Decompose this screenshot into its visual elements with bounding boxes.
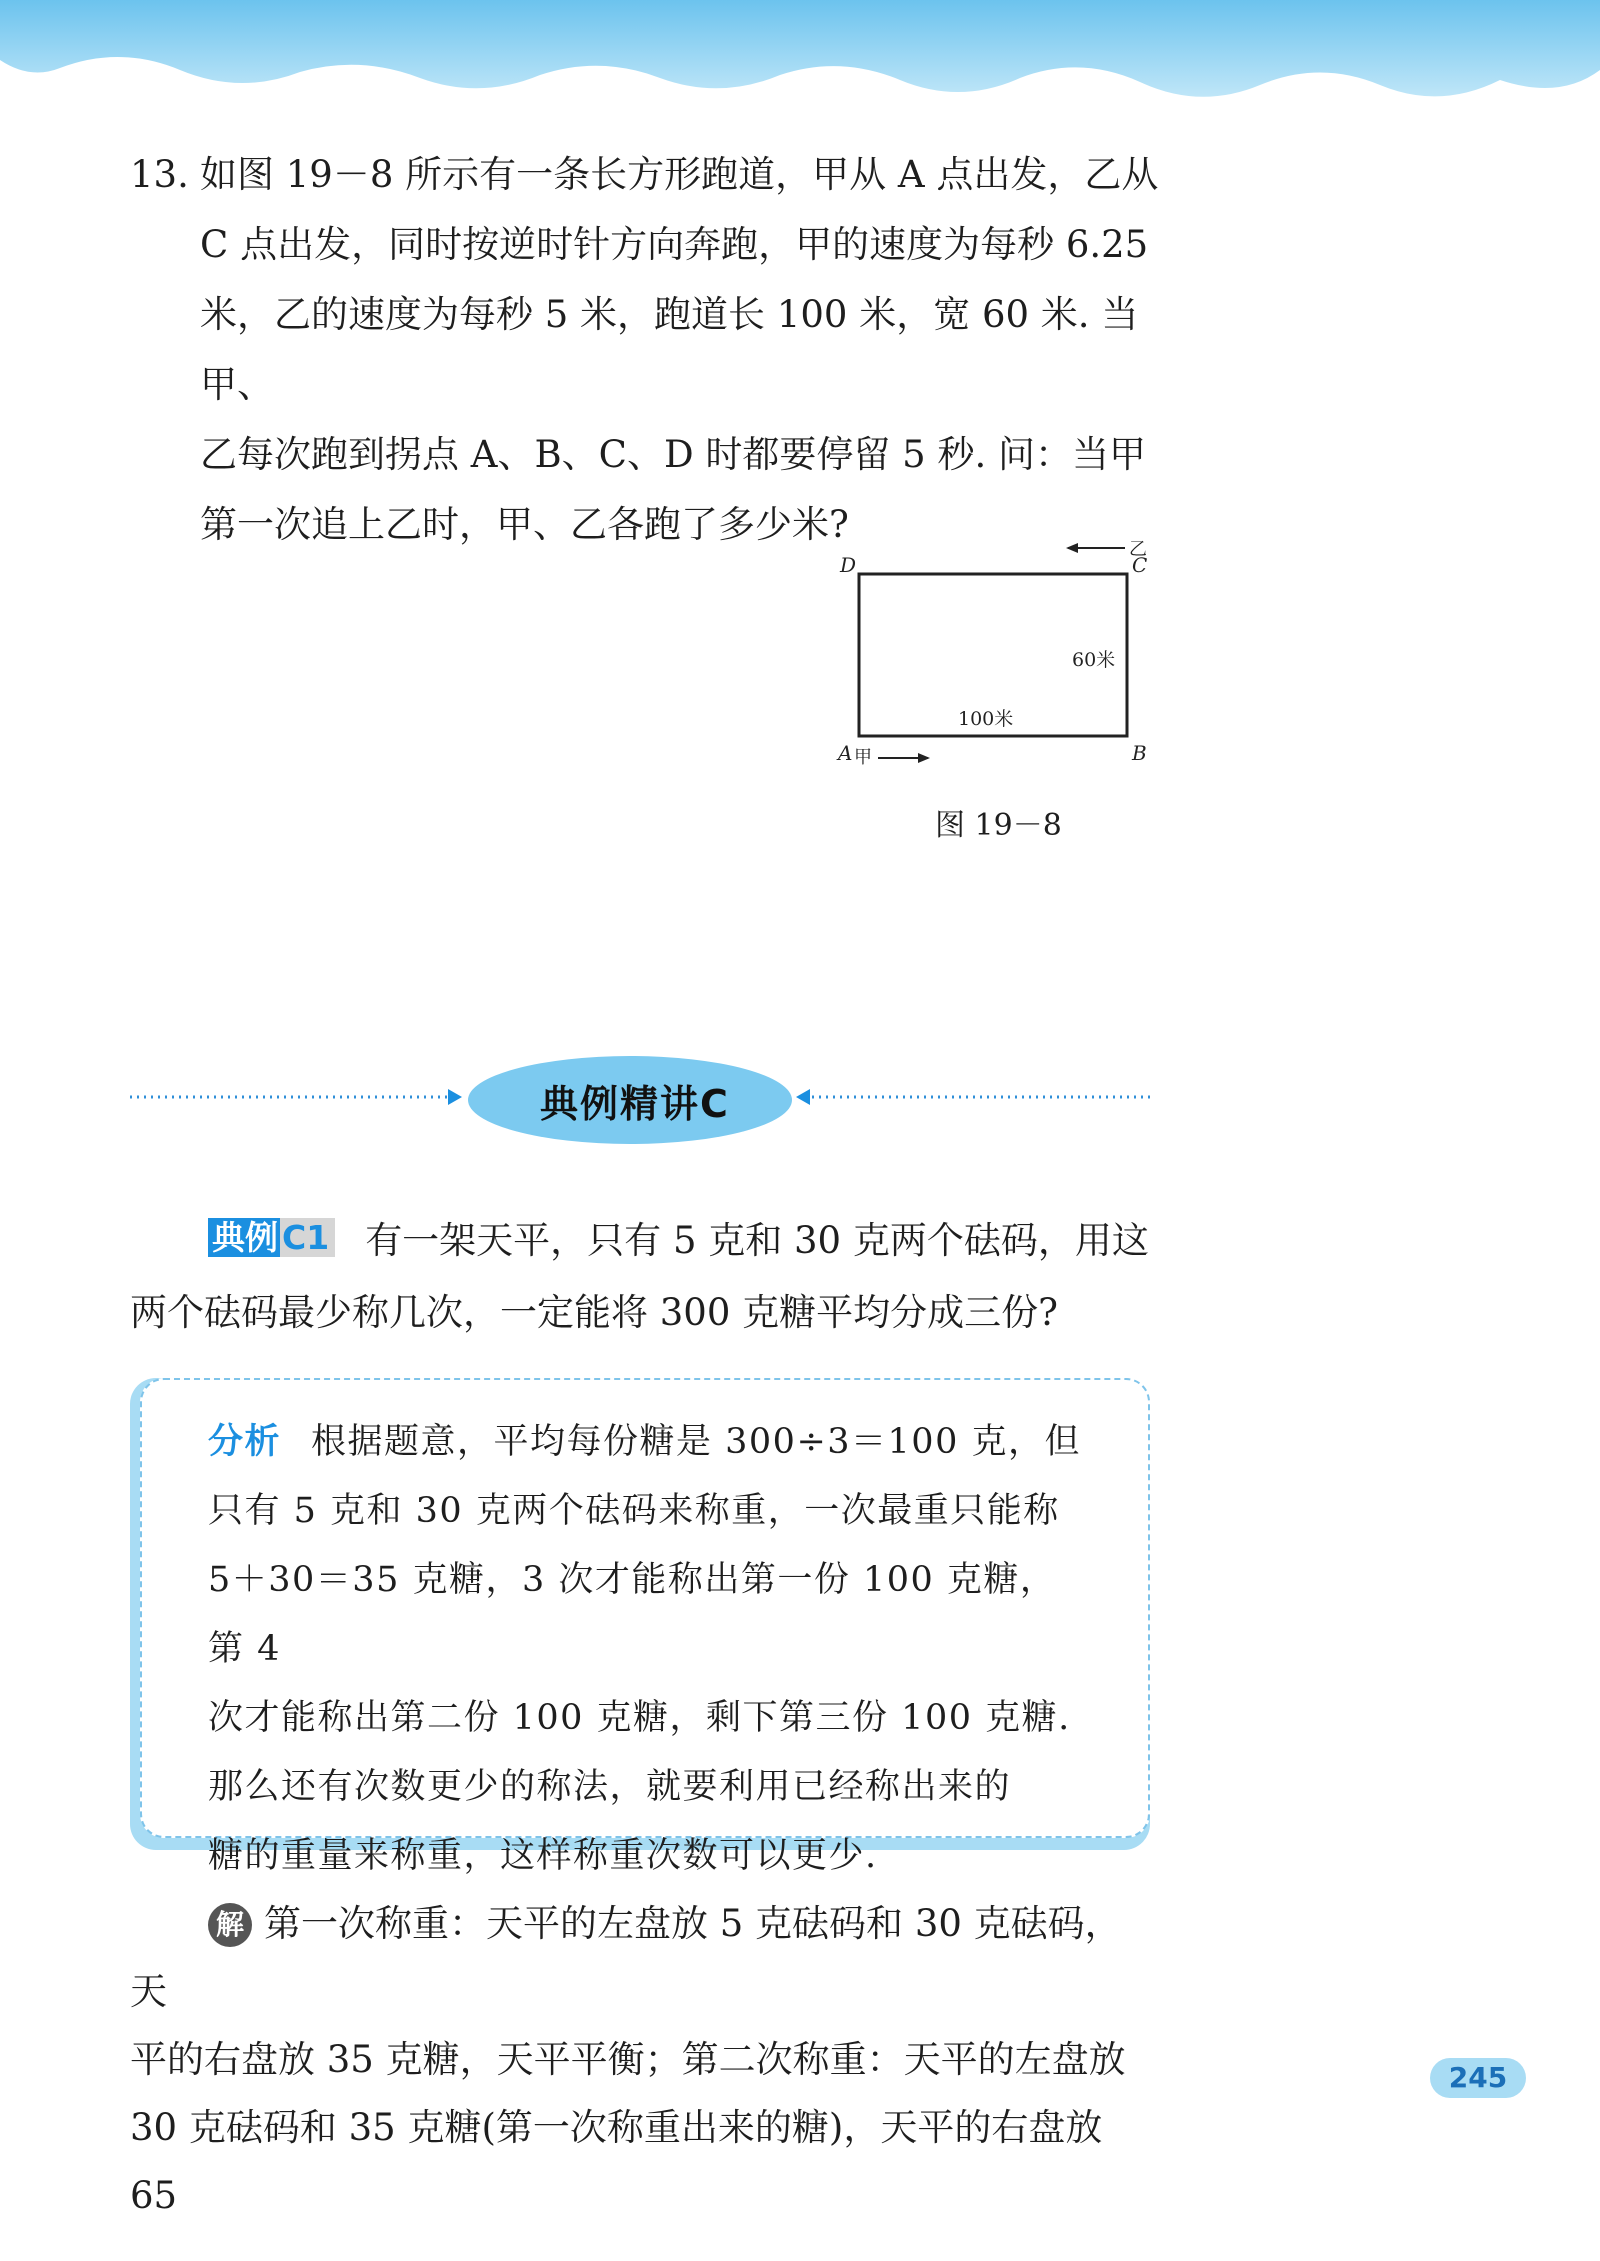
solution-badge: 解: [208, 1903, 252, 1947]
example-text: 两个砝码最少称几次，一定能将 300 克糖平均分成三份?: [130, 1291, 1058, 1334]
figure-caption: 图 19－8: [935, 808, 1062, 843]
solution-line: 第一次称重：天平的左盘放 5 克砝码和 30 克砝码，天: [130, 1902, 1122, 2013]
analysis-line: 只有 5 克和 30 克两个砝码来称重，一次最重只能称: [208, 1491, 1060, 1531]
length-label: 100米: [958, 708, 1014, 730]
example-tag: [208, 1216, 335, 1260]
vertex-label-a: A: [838, 741, 853, 765]
example-tag-label: 典例: [208, 1218, 280, 1257]
jia-arrowhead: [918, 753, 930, 763]
problem-13: [130, 140, 1170, 560]
example-tag-code: C1: [280, 1218, 335, 1257]
problem-number: 13.: [130, 153, 189, 196]
solution: [130, 1890, 1150, 2230]
page-number: 245: [1430, 2058, 1526, 2098]
problem-line: 第一次追上乙时，甲、乙各跑了多少米?: [200, 503, 849, 546]
width-label: 60米: [1072, 649, 1116, 671]
analysis-content: [208, 1408, 1088, 1891]
arrow-left-icon: [796, 1089, 810, 1105]
analysis-line: 根据题意，平均每份糖是 300÷3＝100 克，但: [311, 1422, 1081, 1462]
vertex-label-d: D: [840, 553, 857, 577]
example-text: 有一架天平，只有 5 克和 30 克两个砝码，用这: [365, 1219, 1149, 1262]
vertex-label-b: B: [1132, 741, 1147, 765]
analysis-box: [130, 1378, 1150, 1876]
runner-label-jia: 甲: [854, 747, 872, 768]
analysis-line: 5＋30＝35 克糖，3 次才能称出第一份 100 克糖，第 4: [208, 1560, 1057, 1669]
problem-line: 米，乙的速度为每秒 5 米，跑道长 100 米，宽 60 米. 当甲、: [200, 293, 1139, 406]
solution-line: 30 克砝码和 35 克糖(第一次称重出来的糖)，天平的右盘放 65: [130, 2106, 1103, 2217]
vertex-label-c: C: [1132, 553, 1148, 577]
problem-line: 如图 19－8 所示有一条长方形跑道，甲从 A 点出发，乙从: [200, 153, 1159, 196]
header-cloud-banner: [0, 0, 1600, 120]
example-c1: [130, 1205, 1150, 1349]
yi-arrowhead: [1066, 543, 1078, 553]
solution-line: 平的右盘放 35 克糖，天平平衡；第二次称重：天平的左盘放: [130, 2038, 1126, 2081]
problem-line: C 点出发，同时按逆时针方向奔跑，甲的速度为每秒 6.25: [200, 223, 1149, 266]
section-title: 典例精讲C: [540, 1082, 730, 1126]
analysis-line: 糖的重量来称重，这样称重次数可以更少.: [208, 1836, 878, 1876]
arrow-right-icon: [448, 1089, 462, 1105]
analysis-label: 分析: [208, 1422, 282, 1462]
problem-line: 乙每次跑到拐点 A、B、C、D 时都要停留 5 秒. 问：当甲: [200, 433, 1146, 476]
analysis-line: 那么还有次数更少的称法，就要利用已经称出来的: [208, 1767, 1012, 1807]
analysis-line: 次才能称出第二份 100 克糖，剩下第三份 100 克糖.: [208, 1698, 1071, 1738]
runner-label-yi: 乙: [1129, 539, 1147, 560]
